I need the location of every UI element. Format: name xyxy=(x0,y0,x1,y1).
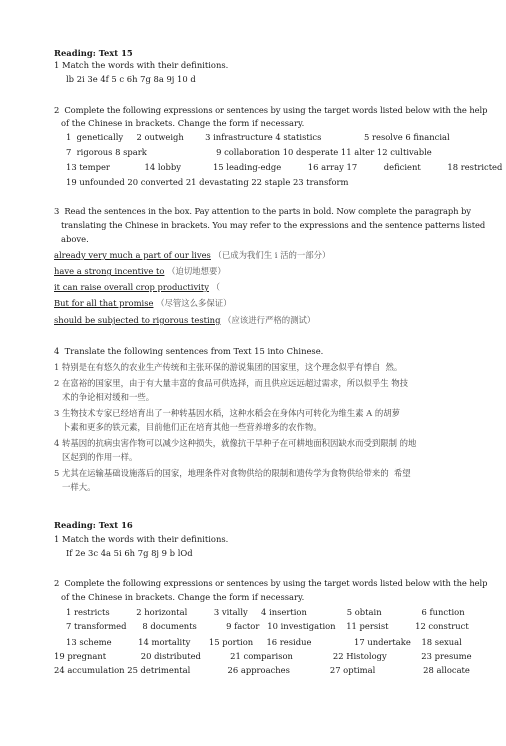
q2-title-line1: 2 Complete the following expressions or sentences by using the target words listed below with the help xyxy=(54,105,488,115)
q3-title-line1: 3 Read the sentences in the box. Pay attention to the parts in bold. Now complete the paragraph by xyxy=(54,206,471,216)
q3-item-text: should be subjected to rigorous testing xyxy=(54,315,221,325)
q2-answer-row: 7 transformed 8 documents 9 factor 10 investigation 11 persist 12 construct xyxy=(66,621,469,631)
q2-answer-row: 24 accumulation 25 detrimental 26 approaches 27 optimal 28 allocate xyxy=(54,665,470,675)
q3-item-gloss: （ xyxy=(211,282,220,292)
q4-title: 4 Translate the following sentences from Text 15 into Chinese. xyxy=(54,346,324,356)
q3-item xyxy=(54,265,226,277)
q2-answer-row: 13 temper 14 lobby 15 leading-edge 16 array 17 deficient 18 restricted xyxy=(66,162,503,172)
q1-title: 1 Match the words with their definitions. xyxy=(54,60,229,70)
q2-answer-row: 13 scheme 14 mortality 15 portion 16 residue 17 undertake 18 sexual xyxy=(66,637,462,647)
q1-title: 1 Match the words with their definitions. xyxy=(54,534,229,544)
q3-item-text: But for all that promise xyxy=(54,298,154,308)
q3-item xyxy=(54,249,330,261)
section-heading-text15: Reading: Text 15 xyxy=(54,48,133,58)
q4-line: 4 转基因的抗病虫害作物可以减少这种损失，就像抗干旱种子在可耕地面积因缺水而受到限制 的地 xyxy=(54,438,417,448)
q3-item-gloss: （迫切地想要） xyxy=(167,266,226,276)
q2-answer-row: 19 pregnant 20 distributed 21 comparison 22 Histology 23 presume xyxy=(54,651,472,661)
q2-title-line1: 2 Complete the following expressions or sentences by using the target words listed below with the help xyxy=(54,578,488,588)
q1-answer: If 2e 3c 4a 5i 6h 7g 8j 9 b lOd xyxy=(66,548,193,558)
q2-answer-row: 1 genetically 2 outweigh 3 infrastructure 4 statistics 5 resolve 6 financial xyxy=(66,132,450,142)
q3-item-gloss: （已成为我们生 i 活的一部分） xyxy=(213,250,331,260)
q1-answer: lb 2i 3e 4f 5 c 6h 7g 8a 9j 10 d xyxy=(66,74,196,84)
q4-line: 术的争论相对缓和一些。 xyxy=(54,392,155,402)
q3-item xyxy=(54,297,232,309)
q3-item-gloss: （尽管这么多保证） xyxy=(156,298,232,308)
q4-line: 3 生物技术专家已经培育出了一种转基因水稻，这种水稻会在身体内可转化为维生素 A 的胡萝 xyxy=(54,408,400,418)
q4-line: 区起到的作用一样。 xyxy=(54,452,138,462)
section-heading-text16: Reading: Text 16 xyxy=(54,520,133,530)
q4-line: 1 特别是在有悠久的农业生产传统和主张环保的游说集团的国家里，这个理念似乎有悸自 然。 xyxy=(54,362,403,372)
q2-answer-row: 19 unfounded 20 converted 21 devastating 22 staple 23 transform xyxy=(66,177,349,187)
q2-answer-row: 1 restricts 2 horizontal 3 vitally 4 insertion 5 obtain 6 function xyxy=(66,607,465,617)
q4-line: 5 尤其在运输基础设施落后的国家，地理条件对食物供给的限制和遗传学为食物供给带来的 希望 xyxy=(54,468,411,478)
q4-line: 一样大。 xyxy=(54,482,96,492)
q3-item-text: it can raise overall crop productivity xyxy=(54,282,209,292)
q3-title-line3: above. xyxy=(61,234,89,244)
q2-answer-row: 7 rigorous 8 spark 9 collaboration 10 desperate 11 alter 12 cultivable xyxy=(66,147,432,157)
q4-line: 2 在富裕的国家里，由于有大量丰富的食品可供选择，而且供应远远超过需求，所以似乎生 物技 xyxy=(54,378,409,388)
q2-title-line2: of the Chinese in brackets. Change the form if necessary. xyxy=(61,592,305,602)
q3-item-gloss: （应该进行严格的测试） xyxy=(223,315,316,325)
q3-title-line2: translating the Chinese in brackets. You may refer to the expressions and the sentence patterns listed xyxy=(61,220,486,230)
q3-item-text: already very much a part of our lives xyxy=(54,250,211,260)
q3-item xyxy=(54,281,220,293)
q4-line: 卜素和更多的铁元素，目前他们正在培育其他一些营养增多的农作物。 xyxy=(54,422,322,432)
q2-title-line2: of the Chinese in brackets. Change the form if necessary. xyxy=(61,118,305,128)
q3-item-text: have a strong incentive to xyxy=(54,266,165,276)
q3-item xyxy=(54,314,315,326)
